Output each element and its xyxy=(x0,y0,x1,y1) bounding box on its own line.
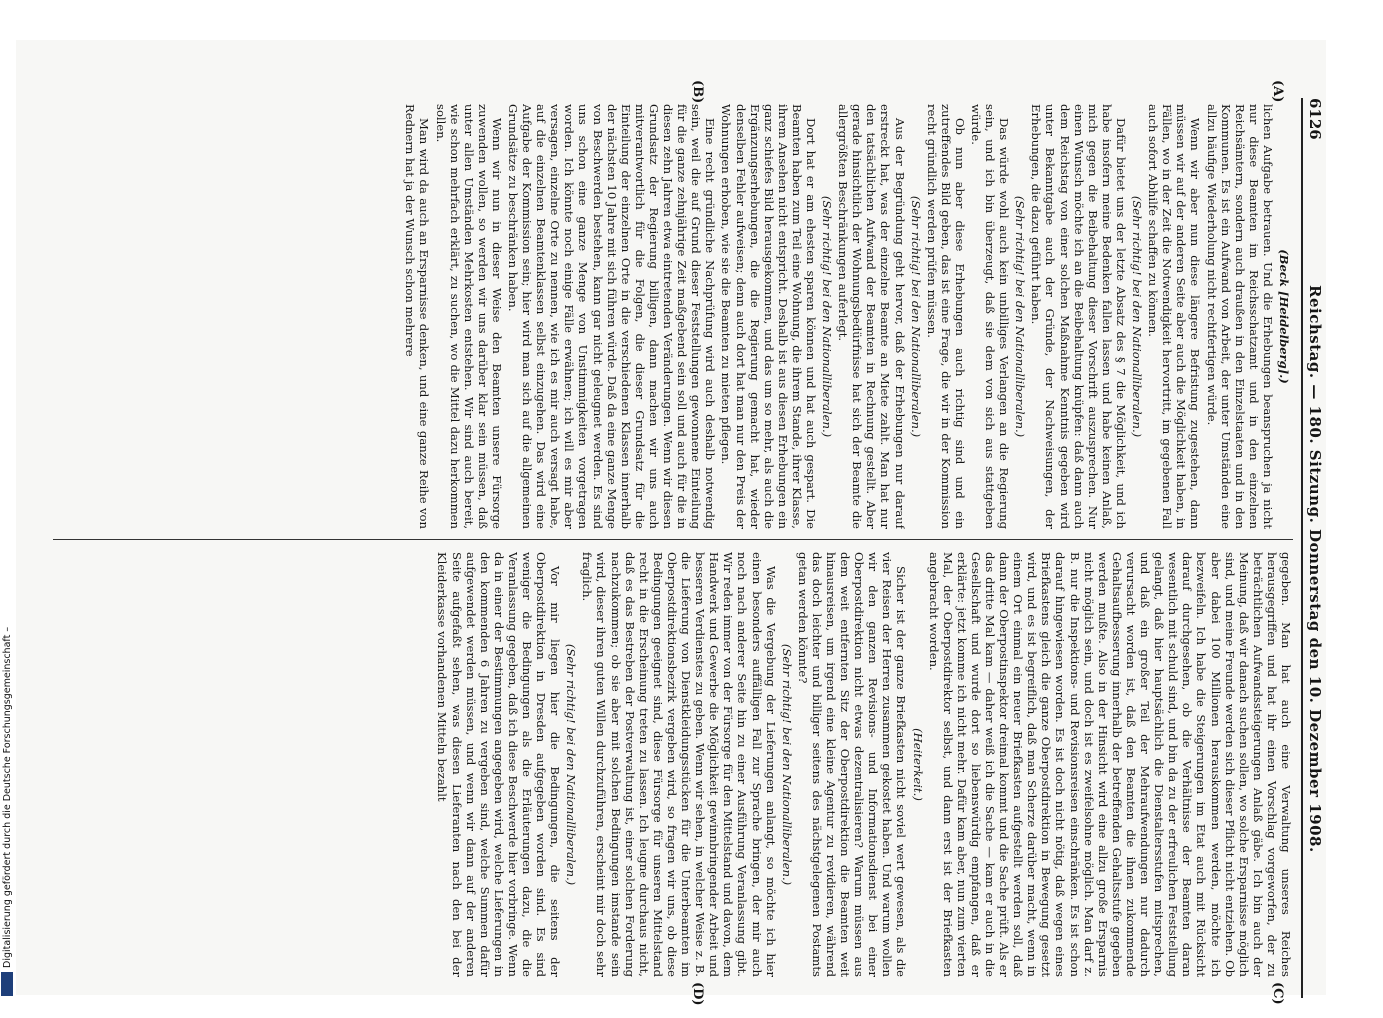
page-header xyxy=(1301,98,1329,998)
interjection: (Sehr richtig! bei den Nationalliberalen.) xyxy=(908,195,923,438)
margin-marker-b: (B) xyxy=(690,80,705,104)
margin-marker-d: (D) xyxy=(690,982,705,1006)
interjection: (Sehr richtig! bei den Nationalliberalen.) xyxy=(779,643,794,886)
scanned-page-area xyxy=(16,40,1326,1006)
column-divider xyxy=(53,539,1293,540)
paragraph: Man wird da auch an Ersparnisse denken, und eine ganze Reihe von Rednern hat ja der Wunsch schon mehrere xyxy=(403,104,432,529)
margin-marker-c: (C) xyxy=(1270,982,1285,1005)
paragraph: Ob nun aber diese Erhebungen auch richtig sind und ein zutreffendes Bild geben, das ist eine Frage, die wir in der Kommission recht gründlich werden prüfen müssen. xyxy=(924,104,967,529)
digitization-credit-strip xyxy=(0,0,14,1000)
rotated-page xyxy=(35,78,1335,1018)
paragraph: Vor mir liegen hier die Bedingungen, die seitens der Oberpostdirektion in Dresden aufgegeben worden sind. Es sind weniger die Bedingungen als die Erläuterungen dazu, die die Veranlassung gegeben, daß ich diese Beschwerde hier vorbringe. Wenn da in einer der Bestimmungen angegeben wird, welche Lieferungen in den kommenden 6 Jahren zu vergeben sind, welche Summen dafür aufgewendet werden müssen, und wenn wir dann auf der anderen Seite aufgefaßt sehen, was diesen Lieferanten nach den bei der Kleiderkasse vorhandenen Mitteln bezahlt xyxy=(435,552,563,977)
paragraph: Wenn wir nun in dieser Weise den Beamten unsere Fürsorge zuwenden wollen, so werden wir uns darüber klar sein müssen, daß unter allen Umständen Mehrkosten entstehen. Wir sind auch bereit, wie schon mehrfach erklärt, zu suchen, wo die Mittel dazu herkommen sollen. xyxy=(433,104,504,529)
paragraph: Aus der Begründung geht hervor, daß der Erhebungen nur darauf erstreckt hat, was der einzelne Beamte an Miete zahlt. Man hat nur den tatsächlichen Aufwand der Beamten in Rechnung gestellt. Aber gerade hinsichtlich der Wohnungsbedürfnisse hat sich der Beamte die allergrößten Beschränkungen auferlegt. xyxy=(836,104,907,529)
paragraph: Dafür bietet uns der letzte Absatz des § 7 die Möglichkeit, und ich habe insofern meine Bedenken fallen lassen und habe keinen Anlaß, mich gegen die Beibehaltung dieser Vorschrift auszusprechen. Nur einen Wunsch möchte ich an die Beibehaltung knüpfen: daß dann auch dem Reichstag von einer solchen Maßnahme Kenntnis gegeben wird unter Bekanntgabe auch der Gründe, der Nachweisungen, der Erhebungen, die dazu geführt haben. xyxy=(1029,104,1128,529)
page-title: Reichstag. — 180. Sitzung. Donnerstag den 10. Dezember 1908. xyxy=(1306,285,1324,853)
paragraph: Was die Vergebung der Lieferungen anlangt, so möchte ich hier einen besonders auffälligen Fall zur Sprache bringen, der mir auch noch nach anderer Seite hin zu einer Ausführung Veranlassung gibt. Wir reden immer von der Fürsorge für den Mittelstand und davon, dem Handwerk und Gewerbe die Möglichkeit gewinnbringender Arbeit und besseren Verdienstes zu geben. Wenn wir sehen, in welcher Weise z. B. die Lieferung von Dienstkleidungsstücken für die Unterbeamten im Oberpostdirektionsbezirk vergeben wird, so fragen wir uns, ob diese Bedingungen geeignet sind, diese Fürsorge für unseren Mittelstand recht in die Erscheinung treten zu lassen. Ich leugne durchaus nicht, daß es das Bestreben der Postverwaltung ist, einer solchen Forderung nachzukommen; ob sie aber mit solchen Bedingungen imstande sein wird, dieser ihren guten Willen durchzuführen, erscheint mir doch sehr fraglich. xyxy=(580,552,778,977)
page-number: 6126 xyxy=(1306,98,1324,140)
interjection: (Heiterkeit.) xyxy=(910,728,925,801)
paragraph: lichen Aufgabe betrauen. Und die Erhebungen beanspruchen ja nicht nur diese Beamten im Reichsschatzamt und in den einzelnen Reichsämtern, sondern auch draußen in den Einzelstaaten und in den Kommunen. Es ist ein Aufwand von Arbeit, der unter Umständen eine allzu häufige Wiederholung nicht rechtfertigen würde. xyxy=(1204,104,1275,529)
text-column-right xyxy=(48,552,1293,977)
paragraph: Eine recht gründliche Nachprüfung wird auch deshalb notwendig sein, weil die auf Grund dieser Feststellungen gewonnene Einteilung für die ganze zehnjährige Zeit maßgebend sein soll und auch für die in diesen zehn Jahren etwa eintretenden Veränderungen. Wenn wir diesen Grundsatz der Regierung billigen, dann machen wir uns auch mitverantwortlich für die Folgen, die dieser Grundsatz für die Einteilung der einzelnen Orte in die verschiedenen Klassen innerhalb der nächsten 10 Jahre mit sich führen würde. Daß da eine ganze Menge von Beschwerden bestehen, kann gar nicht geleugnet werden. Es sind uns schon eine ganze Menge von Unstimmigkeiten vorgetragen worden. Ich könnte noch einige Fälle erwähnen; ich will es mir aber versagen, einzelne Orte zu nennen, wie ich es mir auch versagt habe, auf die einzelnen Beamtenklassen selbst einzugehen. Das wird eine Aufgabe der Kommission sein; hier wird man sich auf die allgemeinen Grundsätze zu beschränken haben. xyxy=(506,104,718,529)
speaker-line: (Beck [Heidelberg].) xyxy=(1277,249,1291,384)
interjection: (Sehr richtig! bei den Nationalliberalen.) xyxy=(1130,195,1145,438)
paragraph: Das würde wohl auch kein unbilliges Verlangen an die Regierung sein, und ich bin überzeugt, daß sie dem von sich aus stattgeben würde. xyxy=(969,104,1012,529)
paragraph: Dort hat er am ehesten sparen können und hat auch gespart. Die Beamten haben zum Teil eine Wohnung, die ihrem Stande, ihrer Klasse, ihrem Ansehen nicht entspricht. Deshalb ist aus diesen Erhebungen ein ganz schiefes Bild herausgekommen, und das um so mehr, als auch die Ergänzungserhebungen, die die Regierung gemacht hat, wieder denselben Fehler aufweisen; denn auch dort hat man nur den Preis der Wohnungen erhoben, wie sie die Beamten zu mieten pflegen. xyxy=(719,104,818,529)
interjection: (Sehr richtig! bei den Nationalliberalen.) xyxy=(564,643,579,886)
paragraph: Wenn wir aber nun diese längere Befristung zugestehen, dann müssen wir auf der anderen Seite aber auch die Möglichkeit haben, in Fällen, wo in der Zeit die Notwendigkeit hervortritt, im gegebenen Fall auch sofort Abhilfe schaffen zu können. xyxy=(1146,104,1203,529)
margin-marker-a: (A) xyxy=(1270,80,1285,103)
text-column-left xyxy=(48,104,1293,529)
interjection: (Sehr richtig! bei den Nationalliberalen.) xyxy=(820,195,835,438)
paragraph: gegeben. Man hat auch eine Verwaltung unseres Reiches herausgegriffen und hat ihr einen Vorschlag vorgeworfen, der zu beträchtlichen Aufwandssteigerungen Anlaß gäbe. Ich bin auch der Meinung, daß wir danach suchen sollen, wo solche Ersparnisse möglich sind, und meine Freunde werden sich dieser Pflicht nicht entziehen. Ob aber dabei 100 Millionen herauskommen werden, möchte ich bezweifeln. Ich habe die Steigerungen im Etat auch mit Rücksicht darauf durchgesehen, ob die Verhältnisse der Beamten daran wesentlich mit schuld sind, und bin da zu der erfreulichen Feststellung gelangt, daß hier hauptsächlich die Dienstaltersstufen mitsprechen, und daß ein großer Teil der Mehraufwendungen nur dadurch verursacht worden ist, daß den Beamten die ihnen zukommende Gehaltsaufbesserung innerhalb der betreffenden Gehaltsstufe gegeben werden mußte. Also in der Hinsicht wird eine allzu große Ersparnis nicht möglich sein, und doch ist es zweifelsohne möglich. Man darf z. B. nur die Inspektions- und Revisionsreisen einschränken. Es ist schon darauf hingewiesen worden. Es ist doch nicht nötig, daß wegen eines Briefkastens gleich die ganze Oberpostdirektion in Bewegung gesetzt wird, und es ist begreiflich, daß man Scherze darüber macht, wenn in einem Ort einmal ein neuer Briefkasten aufgestellt werden soll, daß dann der Oberpostinspektor dreimal kommt und die Sache prüft. Als er das dritte Mal kam — daher weiß ich die Sache — kam er auch in die Gesellschaft und wurde dort so liebenswürdig empfangen, daß er erklärte: jetzt komme ich nicht mehr. Dafür kam aber, nun zum vierten Mal, der Oberpostdirektor selbst, und dann erst ist der Briefkasten angebracht worden. xyxy=(926,552,1293,977)
paragraph: Sicher ist der ganze Briefkasten nicht soviel wert gewesen, als die vier Reisen der Herren zusammen gekostet haben. Und warum wollen wir den ganzen Revisions- und Informationsdienst bei einer Oberpostdirektion nicht etwas dezentralisieren? Warum müssen aus dem weit entfernten Sitz der Oberpostdirektion die Beamten weit hinausreisen, um irgend eine kleine Agentur zu revidieren, während das doch leichter und billiger seitens des nächstgelegenen Postamts getan werden könnte? xyxy=(795,552,909,977)
dfg-logo-icon xyxy=(1,972,13,996)
interjection: (Sehr richtig! bei den Nationalliberalen.) xyxy=(1013,195,1028,438)
digitization-credit-text: Digitalisierung gefördert durch die Deutsche Forschungsgemeinschaft – xyxy=(2,626,13,968)
